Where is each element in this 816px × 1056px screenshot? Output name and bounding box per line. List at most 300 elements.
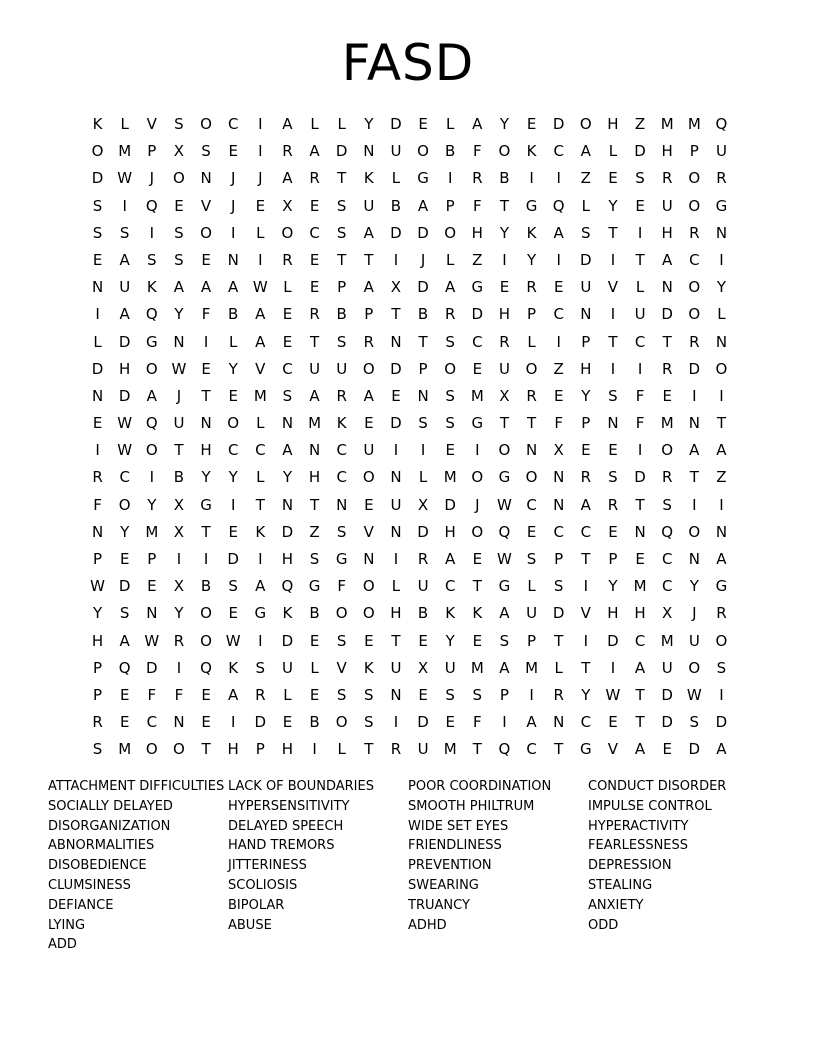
grid-letter: E <box>662 740 672 759</box>
grid-letter: O <box>471 468 484 487</box>
grid-letter: N <box>390 332 402 351</box>
grid-letter: Q <box>145 196 158 215</box>
grid-letter: E <box>282 305 293 324</box>
grid-letter: F <box>337 577 346 596</box>
grid-letter: Z <box>309 522 320 541</box>
grid-letter: O <box>91 142 104 161</box>
grid-letter: W <box>90 577 105 596</box>
grid-letter: T <box>499 196 510 215</box>
grid-letter: A <box>173 278 185 297</box>
grid-letter: O <box>145 740 158 759</box>
grid-letter: E <box>526 522 537 541</box>
grid-letter: R <box>661 359 673 378</box>
grid-letter: V <box>336 658 347 677</box>
grid-letter: B <box>309 604 320 623</box>
grid-letter: L <box>635 278 645 297</box>
grid-letter: V <box>607 740 619 759</box>
grid-letter: U <box>363 196 375 215</box>
grid-letter: R <box>282 142 293 161</box>
grid-letter: A <box>255 577 266 596</box>
grid-letter: T <box>201 740 211 759</box>
grid-letter: H <box>661 223 673 242</box>
grid-letter: O <box>471 522 484 541</box>
grid-letter: X <box>499 386 510 405</box>
grid-letter: O <box>118 495 131 514</box>
grid-letter: I <box>556 332 561 351</box>
grid-letter: J <box>230 196 236 215</box>
grid-letter: Y <box>201 468 211 487</box>
grid-letter: M <box>308 414 322 433</box>
grid-letter: E <box>445 713 455 732</box>
grid-letter: I <box>610 250 616 269</box>
grid-letter: A <box>309 142 320 161</box>
grid-letter: S <box>364 685 374 704</box>
grid-letter: A <box>445 550 456 568</box>
grid-letter: N <box>281 495 294 514</box>
grid-letter: T <box>662 332 672 351</box>
grid-letter: Z <box>472 250 483 269</box>
grid-letter: P <box>147 550 157 568</box>
word-list-item: FEARLESSNESS <box>588 838 689 854</box>
grid-letter: B <box>309 713 320 732</box>
grid-letter: P <box>93 550 103 568</box>
grid-letter: Z <box>580 169 591 188</box>
grid-letter: W <box>117 169 133 188</box>
grid-letter: L <box>310 658 319 677</box>
grid-letter: A <box>662 250 673 269</box>
grid-letter: Y <box>174 305 184 324</box>
grid-letter: A <box>716 740 727 759</box>
grid-letter: Y <box>689 577 699 596</box>
grid-letter: N <box>173 713 185 732</box>
grid-letter: F <box>472 713 482 732</box>
grid-letter: D <box>661 713 673 732</box>
grid-letter: N <box>553 495 565 514</box>
grid-letter: G <box>498 468 511 487</box>
grid-letter: U <box>526 604 538 623</box>
grid-letter: O <box>688 169 701 188</box>
grid-letter: O <box>444 359 457 378</box>
grid-letter: E <box>92 250 103 269</box>
grid-letter: Y <box>147 495 157 514</box>
grid-letter: I <box>475 441 480 460</box>
grid-letter: A <box>255 332 266 351</box>
grid-letter: B <box>336 305 347 324</box>
grid-letter: A <box>499 658 510 677</box>
grid-letter: S <box>336 631 347 650</box>
grid-letter: Y <box>92 604 103 623</box>
grid-letter: S <box>581 223 591 242</box>
grid-letter: V <box>363 522 374 541</box>
grid-letter: B <box>499 169 510 188</box>
grid-letter: D <box>417 522 429 541</box>
grid-letter: T <box>418 332 428 351</box>
grid-letter: Z <box>553 359 564 378</box>
grid-letter: H <box>119 359 131 378</box>
grid-letter: I <box>719 685 724 704</box>
grid-letter: R <box>689 332 700 351</box>
grid-letter: T <box>364 250 374 269</box>
grid-letter: R <box>553 685 564 704</box>
grid-letter: S <box>174 115 184 133</box>
grid-letter: F <box>201 305 211 324</box>
word-column <box>408 777 588 955</box>
grid-letter: N <box>281 414 294 433</box>
grid-letter: O <box>173 740 185 759</box>
grid-letter: I <box>529 685 534 704</box>
grid-letter: S <box>364 713 374 732</box>
grid-letter: L <box>256 468 265 487</box>
grid-letter: I <box>502 713 507 732</box>
grid-letter: H <box>91 631 104 650</box>
grid-letter: G <box>308 577 321 596</box>
grid-row <box>84 655 736 682</box>
grid-letter: E <box>92 414 103 433</box>
grid-letter: T <box>526 414 537 433</box>
grid-letter: C <box>146 713 158 732</box>
grid-letter: H <box>634 604 646 623</box>
grid-row <box>84 573 736 600</box>
grid-letter: P <box>581 414 591 433</box>
grid-letter: M <box>470 386 484 405</box>
grid-letter: T <box>554 631 564 650</box>
grid-letter: S <box>336 223 347 242</box>
grid-letter: A <box>282 115 293 133</box>
grid-letter: L <box>717 305 726 324</box>
grid-letter: S <box>445 685 455 704</box>
grid-row <box>84 383 736 410</box>
grid-letter: S <box>418 414 428 433</box>
grid-letter: U <box>417 740 429 759</box>
grid-letter: H <box>308 468 321 487</box>
grid-letter: U <box>363 441 375 460</box>
word-list-item: LYING <box>48 917 86 933</box>
grid-letter: O <box>200 631 212 650</box>
grid-letter: C <box>580 522 592 541</box>
grid-letter: N <box>580 305 592 324</box>
grid-letter: G <box>498 577 511 596</box>
grid-letter: E <box>309 196 320 215</box>
grid-letter: A <box>634 740 646 759</box>
grid-letter: I <box>393 550 399 568</box>
grid-letter: D <box>390 414 402 433</box>
grid-letter: C <box>309 223 320 242</box>
grid-letter: I <box>258 550 263 568</box>
grid-letter: A <box>580 142 591 161</box>
grid-letter: I <box>230 495 236 514</box>
grid-letter: N <box>308 441 321 460</box>
grid-row <box>84 464 736 491</box>
grid-letter: L <box>554 658 563 677</box>
grid-letter: Y <box>174 604 184 623</box>
word-list-item: ABUSE <box>228 917 272 933</box>
grid-letter: R <box>607 495 619 514</box>
grid-letter: X <box>282 196 293 215</box>
grid-letter: M <box>253 386 267 405</box>
grid-letter: A <box>119 631 130 650</box>
grid-letter: U <box>390 658 402 677</box>
grid-letter: A <box>472 115 483 133</box>
grid-letter: I <box>258 250 263 269</box>
grid-letter: R <box>661 169 673 188</box>
grid-row <box>84 628 736 655</box>
grid-letter: A <box>309 386 320 405</box>
grid-row <box>84 546 736 573</box>
grid-letter: A <box>526 713 537 732</box>
grid-letter: N <box>173 332 185 351</box>
grid-letter: K <box>255 522 266 541</box>
grid-letter: N <box>715 522 728 541</box>
grid-letter: S <box>147 250 157 269</box>
grid-letter: I <box>122 196 127 215</box>
grid-row <box>84 600 736 627</box>
grid-letter: S <box>553 577 564 596</box>
grid-letter: E <box>201 685 211 704</box>
grid-letter: W <box>497 495 512 514</box>
word-list-item: ABNORMALITIES <box>48 838 155 854</box>
grid-letter: Q <box>281 577 294 596</box>
grid-letter: I <box>203 550 209 568</box>
grid-letter: P <box>689 142 699 161</box>
grid-letter: E <box>174 196 184 215</box>
grid-letter: L <box>446 250 455 269</box>
grid-letter: M <box>660 631 674 650</box>
grid-letter: Y <box>364 115 374 133</box>
grid-letter: S <box>255 658 266 677</box>
grid-letter: F <box>554 414 563 433</box>
grid-letter: S <box>499 631 510 650</box>
grid-letter: D <box>118 332 131 351</box>
grid-letter: Y <box>581 386 591 405</box>
grid-letter: N <box>715 332 728 351</box>
grid-letter: U <box>580 278 592 297</box>
grid-letter: M <box>687 115 701 133</box>
word-list-item: CONDUCT DISORDER <box>588 779 727 794</box>
grid-letter: S <box>201 142 211 161</box>
grid-letter: N <box>363 550 375 568</box>
grid-letter: U <box>390 495 402 514</box>
grid-letter: D <box>417 223 429 242</box>
word-list-item: DELAYED SPEECH <box>228 818 344 834</box>
grid-letter: N <box>200 414 212 433</box>
grid-letter: W <box>686 685 702 704</box>
grid-letter: O <box>145 359 158 378</box>
grid-letter: I <box>203 332 209 351</box>
grid-letter: G <box>417 169 429 188</box>
word-list-item: DISOBEDIENCE <box>48 858 147 874</box>
grid-letter: E <box>472 359 483 378</box>
grid-letter: L <box>310 115 319 133</box>
grid-letter: C <box>472 332 483 351</box>
grid-letter: O <box>335 713 348 732</box>
grid-letter: D <box>417 278 429 297</box>
grid-letter: N <box>715 223 728 242</box>
grid-letter: C <box>119 468 130 487</box>
grid-letter: E <box>608 522 618 541</box>
grid-letter: G <box>715 196 728 215</box>
grid-letter: E <box>228 604 238 623</box>
grid-letter: V <box>146 115 157 133</box>
grid-letter: T <box>201 386 211 405</box>
grid-letter: P <box>147 142 157 161</box>
grid-letter: U <box>417 577 429 596</box>
grid-letter: D <box>444 495 456 514</box>
grid-letter: E <box>418 685 428 704</box>
grid-letter: C <box>444 577 456 596</box>
grid-letter: N <box>390 685 402 704</box>
grid-letter: R <box>417 550 429 568</box>
grid-letter: I <box>719 386 724 405</box>
grid-letter: K <box>282 604 293 623</box>
grid-letter: T <box>635 495 645 514</box>
grid-letter: E <box>201 359 211 378</box>
grid-letter: I <box>176 658 182 677</box>
grid-letter: N <box>417 386 429 405</box>
grid-letter: I <box>719 495 724 514</box>
grid-letter: R <box>363 332 375 351</box>
grid-letter: L <box>418 468 428 487</box>
grid-letter: R <box>173 631 185 650</box>
grid-letter: T <box>337 250 347 269</box>
grid-letter: O <box>688 522 701 541</box>
grid-letter: A <box>499 604 510 623</box>
grid-row <box>84 193 736 220</box>
grid-letter: T <box>554 740 564 759</box>
grid-letter: L <box>581 196 590 215</box>
grid-letter: B <box>228 305 239 324</box>
grid-letter: D <box>580 250 592 269</box>
grid-letter: O <box>362 468 375 487</box>
grid-letter: G <box>254 604 267 623</box>
grid-letter: H <box>607 115 619 133</box>
grid-letter: L <box>608 142 618 161</box>
grid-letter: O <box>688 278 701 297</box>
grid-letter: C <box>553 522 564 541</box>
grid-letter: G <box>580 740 592 759</box>
grid-letter: H <box>607 604 619 623</box>
grid-row <box>84 301 736 328</box>
grid-letter: N <box>390 468 402 487</box>
word-list-item: HYPERACTIVITY <box>588 818 689 834</box>
grid-letter: I <box>230 713 236 732</box>
grid-letter: Q <box>552 196 565 215</box>
grid-letter: O <box>579 115 592 133</box>
grid-letter: T <box>499 414 510 433</box>
grid-letter: A <box>255 305 266 324</box>
grid-letter: I <box>637 441 643 460</box>
grid-letter: I <box>610 658 616 677</box>
grid-letter: B <box>390 196 402 215</box>
grid-letter: E <box>309 631 320 650</box>
grid-letter: A <box>119 305 130 324</box>
grid-letter: A <box>634 658 646 677</box>
grid-letter: J <box>692 604 697 623</box>
grid-letter: J <box>230 169 236 188</box>
grid-letter: E <box>282 713 293 732</box>
grid-letter: D <box>227 550 239 568</box>
grid-letter: K <box>363 169 374 188</box>
grid-letter: D <box>281 631 294 650</box>
grid-row <box>84 519 736 546</box>
word-list-item: SMOOTH PHILTRUM <box>408 798 535 814</box>
grid-letter: O <box>417 142 429 161</box>
grid-letter: T <box>635 713 645 732</box>
grid-letter: O <box>200 223 212 242</box>
grid-letter: I <box>637 223 643 242</box>
grid-letter: S <box>608 468 618 487</box>
grid-letter: E <box>147 577 157 596</box>
grid-letter: S <box>662 495 672 514</box>
grid-letter: I <box>610 305 616 324</box>
grid-letter: O <box>362 359 375 378</box>
grid-letter: O <box>200 115 212 133</box>
grid-row <box>84 410 736 437</box>
grid-letter: K <box>445 604 456 623</box>
grid-letter: Y <box>581 685 591 704</box>
grid-letter: D <box>417 713 429 732</box>
grid-letter: E <box>228 522 238 541</box>
grid-letter: S <box>174 223 184 242</box>
grid-letter: W <box>252 278 268 297</box>
grid-letter: J <box>420 250 426 269</box>
grid-letter: B <box>173 468 185 487</box>
grid-letter: O <box>688 196 701 215</box>
grid-letter: I <box>149 223 155 242</box>
grid-letter: Q <box>498 740 511 759</box>
grid-letter: S <box>228 577 238 596</box>
grid-letter: R <box>309 305 320 324</box>
grid-letter: T <box>309 332 320 351</box>
grid-letter: Y <box>445 631 455 650</box>
grid-letter: Y <box>526 250 537 269</box>
grid-letter: A <box>200 278 212 297</box>
grid-letter: J <box>475 495 480 514</box>
grid-letter: O <box>227 414 240 433</box>
grid-letter: O <box>498 441 511 460</box>
grid-letter: Y <box>282 468 293 487</box>
grid-letter: E <box>635 196 645 215</box>
word-list-item: DEPRESSION <box>588 858 672 874</box>
grid-letter: Y <box>716 278 727 297</box>
grid-letter: Q <box>118 658 131 677</box>
grid-letter: X <box>173 495 185 514</box>
grid-letter: X <box>417 495 429 514</box>
grid-letter: Q <box>498 522 511 541</box>
word-list-item: ADD <box>48 937 77 953</box>
grid-letter: E <box>553 386 564 405</box>
grid-letter: P <box>418 359 428 378</box>
grid-row <box>84 437 736 464</box>
grid-letter: D <box>471 305 484 324</box>
grid-letter: C <box>553 305 564 324</box>
grid-letter: O <box>688 305 701 324</box>
grid-letter: L <box>283 278 292 297</box>
grid-letter: S <box>336 522 347 541</box>
grid-letter: C <box>553 142 564 161</box>
grid-letter: E <box>499 278 510 297</box>
grid-letter: M <box>660 115 674 133</box>
grid-letter: H <box>281 740 294 759</box>
grid-letter: J <box>149 169 155 188</box>
grid-letter: C <box>336 441 347 460</box>
grid-letter: M <box>118 142 132 161</box>
grid-letter: P <box>364 305 374 324</box>
puzzle-title: FASD <box>341 34 475 92</box>
grid-letter: O <box>444 223 457 242</box>
grid-letter: V <box>580 604 591 623</box>
grid-letter: L <box>527 577 536 596</box>
word-list-item: HYPERSENSITIVITY <box>228 798 350 814</box>
